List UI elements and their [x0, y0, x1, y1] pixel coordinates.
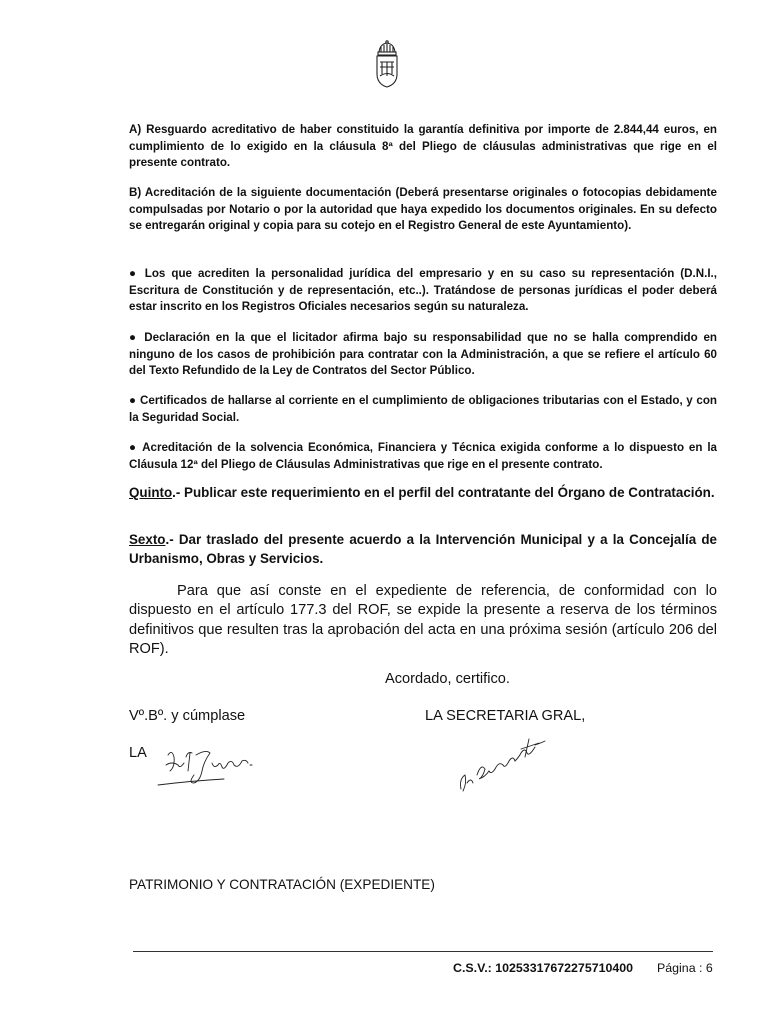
- bullet-legal-personality: ● Los que acrediten la personalidad jurídica del empresario y en su caso su representación (D.N.I., Escritura de Constitución y de representación, etc..). Tratándose de personas jurídicas el poder deberá estar inscrito en los Registros Oficiales necesarios según su naturaleza.: [129, 267, 717, 314]
- bullet-item: [129, 393, 717, 426]
- department-label: PATRIMONIO Y CONTRATACIÓN (EXPEDIENTE): [129, 877, 435, 892]
- signatory-prefix: LA: [129, 745, 147, 761]
- vobo-label: Vº.Bº. y cúmplase: [129, 708, 246, 724]
- bullet-item: [129, 440, 717, 473]
- acordado-text: Acordado, certifico.: [385, 671, 510, 687]
- footer-divider: [133, 951, 713, 952]
- guarantee-paragraph: A) Resguardo acreditativo de haber constituido la garantía definitiva por importe de 2.844,44 euros, en cumplimiento de lo exigido en la cláusula 8ª del Pliego de cláusulas administrativas que rige en el presente contrato.: [129, 123, 717, 170]
- bullet-certificates: ● Certificados de hallarse al corriente en el cumplimiento de obligaciones tributarias con el Estado, y con la Seguridad Social.: [129, 394, 717, 424]
- quinto-section: [129, 484, 717, 503]
- left-signature: [150, 745, 260, 790]
- paragraph-a: [129, 122, 717, 172]
- bullet-item: [129, 330, 717, 380]
- secretary-label: LA SECRETARIA GRAL,: [425, 708, 586, 724]
- sexto-section: [129, 531, 717, 568]
- right-signature: [455, 735, 555, 795]
- quinto-text: .- Publicar este requerimiento en el perfil del contratante del Órgano de Contratación.: [172, 485, 715, 500]
- bullet-solvency: ● Acreditación de la solvencia Económica, Financiera y Técnica exigida conforme a lo dispuesto en la Cláusula 12ª del Pliego de Cláusulas Administrativas que rige en el presente contrato.: [129, 441, 717, 471]
- paragraph-b: [129, 185, 717, 235]
- bullet-item: [129, 266, 717, 316]
- sexto-text: .- Dar traslado del presente acuerdo a la Intervención Municipal y a la Concejalía de Urbanismo, Obras y Servicios.: [129, 532, 717, 566]
- sexto-label: Sexto: [129, 532, 166, 547]
- coat-of-arms-icon: [370, 40, 404, 90]
- page-number: Página : 6: [657, 961, 713, 975]
- bullet-declaration: ● Declaración en la que el licitador afirma bajo su responsabilidad que no se halla comprendido en ninguno de los casos de prohibición para contratar con la Administración, a que se refiere el artículo 60 del Texto Refundido de la Ley de Contratos del Sector Público.: [129, 331, 717, 378]
- documentation-paragraph: B) Acreditación de la siguiente documentación (Deberá presentarse originales o fotocopias debidamente compulsadas por Notario o por la autoridad que haya expedido los documentos originales. En su defecto se entregarán original y copia para su cotejo en el Registro General de este Ayuntamiento).: [129, 186, 717, 233]
- closing-paragraph: Para que así conste en el expediente de referencia, de conformidad con lo dispuesto en el artículo 177.3 del ROF, se expide la presente a reserva de los términos definitivos que resulten tras la aprobación del acta en una próxima sesión (artículo 206 del ROF).: [129, 583, 717, 657]
- quinto-label: Quinto: [129, 485, 173, 500]
- csv-code: C.S.V.: 10253317672275710400: [453, 961, 634, 975]
- closing-section: [129, 582, 717, 659]
